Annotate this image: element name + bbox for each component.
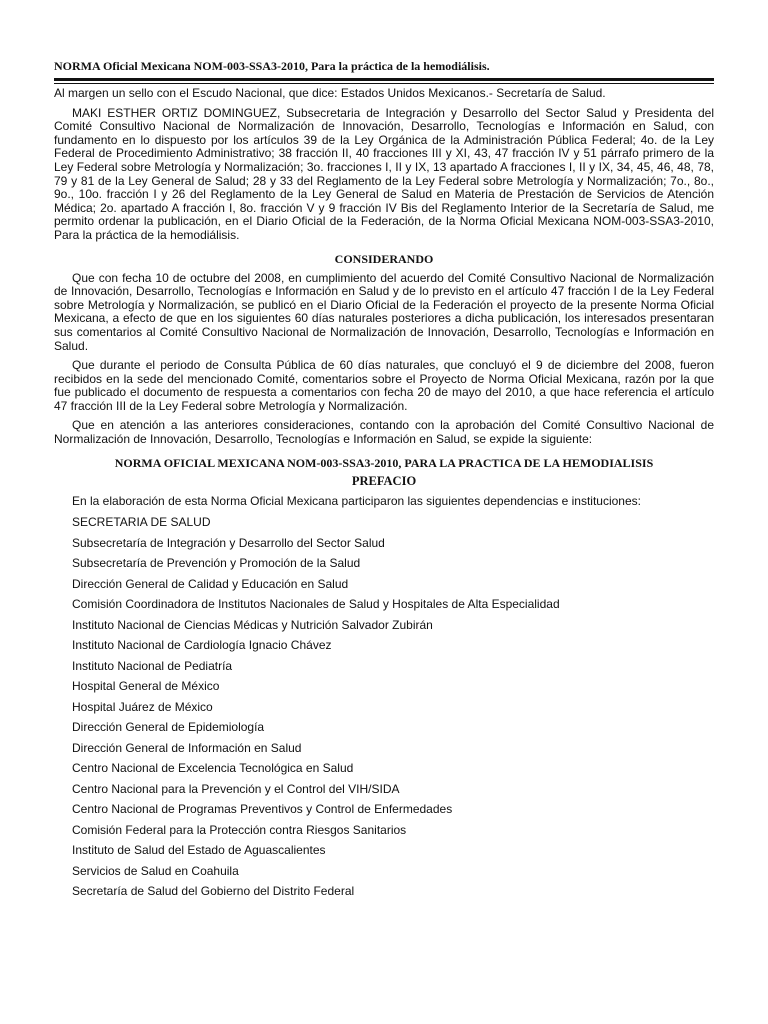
considerando-heading: CONSIDERANDO [334,251,434,266]
institution-item: Dirección General de Calidad y Educación en Salud [72,576,349,591]
document-title: NORMA Oficial Mexicana NOM-003-SSA3-2010, Para la práctica de la hemodiálisis. [54,59,490,73]
institutions-list [54,512,714,902]
institution-item: Instituto Nacional de Ciencias Médicas y Nutrición Salvador Zubirán [72,617,433,632]
institution-item: Secretaría de Salud del Gobierno del Distrito Federal [72,884,355,899]
institution-item: Subsecretaría de Integración y Desarrollo del Sector Salud [72,535,385,550]
institution-item: Dirección General de Información en Salud [72,740,302,755]
norma-heading: NORMA OFICIAL MEXICANA NOM-003-SSA3-2010, PARA LA PRACTICA DE LA HEMODIALISIS [114,455,654,470]
margin-note: Al margen un sello con el Escudo Nacional, que dice: Estados Unidos Mexicanos.- Secretaría de Salud. [54,86,606,100]
institution-item: Instituto Nacional de Pediatría [72,658,233,673]
institution-item: Centro Nacional de Programas Preventivos y Control de Enfermedades [72,802,453,817]
institution-item: Comisión Coordinadora de Institutos Nacionales de Salud y Hospitales de Alta Especialidad [72,597,560,612]
institution-item: Dirección General de Epidemiología [72,720,265,735]
title-rule-thin [54,83,714,84]
title-rule-thick [54,78,714,81]
institution-item: SECRETARIA DE SALUD [72,515,211,530]
institution-item: Subsecretaría de Prevención y Promoción de la Salud [72,556,361,571]
institution-item: Servicios de Salud en Coahuila [72,863,239,878]
institution-item: Instituto de Salud del Estado de Aguascalientes [72,843,326,858]
institution-item: Comisión Federal para la Protección contra Riesgos Sanitarios [72,822,407,837]
preamble-paragraph: MAKI ESTHER ORTIZ DOMINGUEZ, Subsecretaria de Integración y Desarrollo del Sector Salud y Presidenta del Comité Consultivo Nacional de Normalización de Innovación, Desarrollo, Tecnologías e Información en Salud, con fundamento en lo dispuesto por los artículos 39 de la Ley Orgánica de la Administración Pública Federal; 4o. de la Ley Federal de Procedimiento Administrativo; 38 fracción II, 40 fracciones III y XI, 43, 47 fracción IV y 51 párrafo primero de la Ley Federal sobre Metrología y Normalización; 3o. fracciones I, II y IX, 13 apartado A fracciones I, II y IX, 34, 45, 46, 48, 78, 79 y 81 de la Ley General de Salud; 28 y 33 del Reglamento de la Ley Federal sobre Metrología y Normalización; 7o., 8o., 9o., 10o. fracción I y 26 del Reglamento de la Ley General de Salud en Materia de Prestación de Servicios de Atención Médica; 2o. apartado A fracción I, 8o. fracción V y 9 fracción IV Bis del Reglamento Interior de la Secretaría de Salud, me permito ordenar la publicación, en el Diario Oficial de la Federación, de la Norma Oficial Mexicana NOM-003-SSA3-2010, Para la práctica de la hemodiálisis. [54,105,714,242]
institution-item: Centro Nacional de Excelencia Tecnológica en Salud [72,761,354,776]
considerando-paragraph: Que con fecha 10 de octubre del 2008, en cumplimiento del acuerdo del Comité Consultivo Nacional de Normalización de Innovación, Desarrollo, Tecnologías e Información en Salud y de lo previsto en el artículo 47 fracción I de la Ley Federal sobre Metrología y Normalización, se publicó en el Diario Oficial de la Federación el proyecto de la presente Norma Oficial Mexicana, a efecto de que en los siguientes 60 días naturales posteriores a dicha publicación, los interesados presentaran sus comentarios al Comité Consultivo Nacional de Normalización de Innovación, Desarrollo, Tecnologías e Información en Salud. [54,270,714,353]
institution-item: Centro Nacional para la Prevención y el Control del VIH/SIDA [72,781,400,796]
institution-item: Hospital General de México [72,679,220,694]
institution-item: Hospital Juárez de México [72,699,213,714]
considerando-paragraph: Que durante el periodo de Consulta Pública de 60 días naturales, que concluyó el 9 de diciembre del 2008, fueron recibidos en la sede del mencionado Comité, comentarios sobre el Proyecto de Norma Oficial Mexicana, razón por la que fue publicado el documento de respuesta a comentarios con fecha 20 de mayo del 2010, a que hace referencia el artículo 47 fracción III de la Ley Federal sobre Metrología y Normalización. [54,358,714,413]
institution-item: Instituto Nacional de Cardiología Ignacio Chávez [72,638,332,653]
considerando-paragraph: Que en atención a las anteriores consideraciones, contando con la aprobación del Comité Consultivo Nacional de Normalización de Innovación, Desarrollo, Tecnologías e Información en Salud, se expide la siguiente: [54,418,714,447]
prefacio-intro: En la elaboración de esta Norma Oficial Mexicana participaron las siguientes dependencias e instituciones: [72,493,641,508]
prefacio-heading: PREFACIO [351,473,417,488]
